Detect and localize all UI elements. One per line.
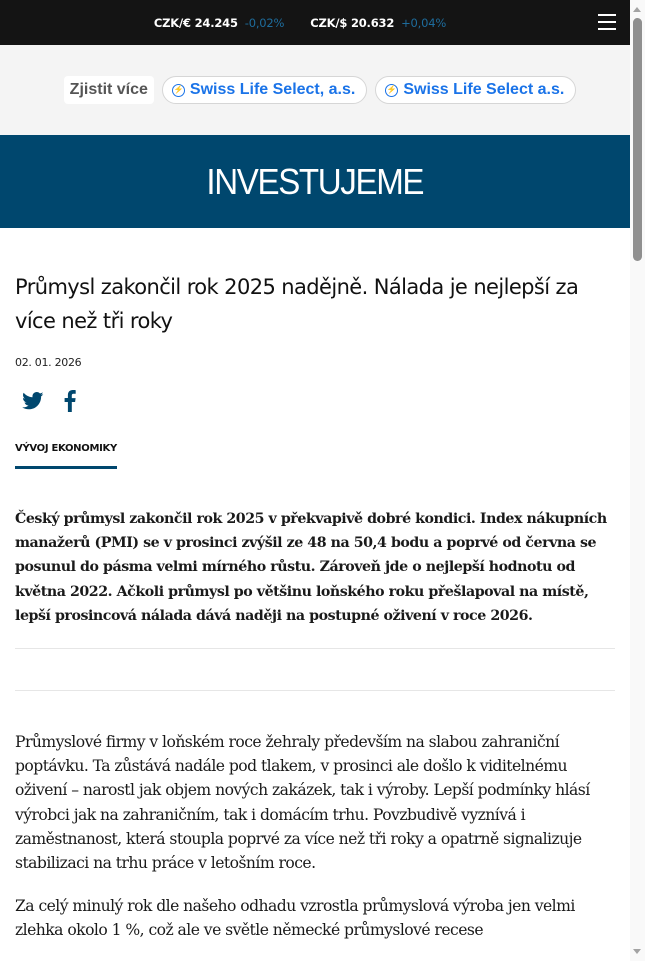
divider [15, 648, 615, 649]
hamburger-menu-icon[interactable] [598, 14, 616, 30]
promo-pill-text: Swiss Life Select, a.s. [189, 81, 356, 98]
article-perex: Český průmysl zakončil rok 2025 v překvapivě dobré kondici. Index nákupních manažerů (PMI) se v prosinci zvýšil ze 48 na 50,4 bodu a poprvé od června se posunul do pásma velmi mírného růstu. Zároveň jde o nejlepší hodnotu od května 2022. Ačkoli průmysl po většinu loňského roku přešlapoval na místě, lepší prosincová nálada dává naději na postupné oživení v roce 2026. [15, 511, 607, 624]
currency-ticker-bar [0, 0, 630, 45]
vertical-scrollbar[interactable] [630, 0, 645, 961]
rate-eur-value: CZK/€ 24.245 [153, 15, 238, 30]
lightning-circle-icon: ⚡ [172, 84, 185, 97]
category-tag-wrapper [15, 438, 117, 469]
divider [15, 690, 615, 691]
currency-rates [0, 0, 630, 45]
rate-eur [154, 16, 284, 30]
promo-pill-text: Swiss Life Select a.s. [403, 81, 565, 98]
menu-line [598, 21, 616, 23]
rate-usd [310, 16, 446, 30]
twitter-icon[interactable] [22, 392, 44, 410]
rate-usd-value: CZK/$ 20.632 [310, 15, 395, 30]
article-body [15, 730, 615, 943]
menu-line [598, 28, 616, 30]
article-date: 02. 01. 2026 [15, 356, 82, 369]
article [0, 228, 630, 943]
promo-pill-swiss-life-1[interactable] [162, 76, 367, 104]
promo-pill-swiss-life-2[interactable] [375, 76, 576, 104]
scrollbar-thumb[interactable] [633, 18, 642, 261]
scroll-up-arrow-icon[interactable] [633, 7, 641, 12]
article-title: Průmysl zakončil rok 2025 nadějně. Nálada je nejlepší za více než tři roky [15, 275, 579, 333]
brand-banner [0, 135, 630, 228]
rate-usd-change: +0,04% [401, 15, 447, 30]
category-tag[interactable]: VÝVOJ EKONOMIKY [15, 443, 117, 469]
lightning-circle-icon: ⚡ [385, 84, 398, 97]
site-logo[interactable]: INVESTUJEME [206, 160, 424, 202]
article-paragraph: Průmyslové firmy v loňském roce žehraly především na slabou zahraniční poptávku. Ta zůstává nadále pod tlakem, v prosinci ale došlo k viditelnému oživení – narostl jak objem nových zakázek, tak i výroby. Lepší podmínky hlásí výrobci jak na zahraničním, tak i domácím trhu. Povzbudivě vyznívá i zaměstnanost, která stoupla poprvé za více než tři roky a opatrně signalizuje stabilizaci na trhu práce v letošním roce. [15, 733, 590, 873]
scroll-down-arrow-icon[interactable] [633, 949, 641, 954]
menu-line [598, 14, 616, 16]
facebook-icon[interactable] [64, 390, 76, 412]
article-paragraph: Za celý minulý rok dle našeho odhadu vzrostla průmyslová výroba jen velmi zlehka okolo 1 %, což ale ve světle německé průmyslové recese [15, 897, 575, 940]
rate-eur-change: -0,02% [244, 15, 285, 30]
promo-label: Zjistit více [64, 76, 154, 104]
promo-bar [0, 45, 630, 135]
social-share [15, 389, 615, 413]
